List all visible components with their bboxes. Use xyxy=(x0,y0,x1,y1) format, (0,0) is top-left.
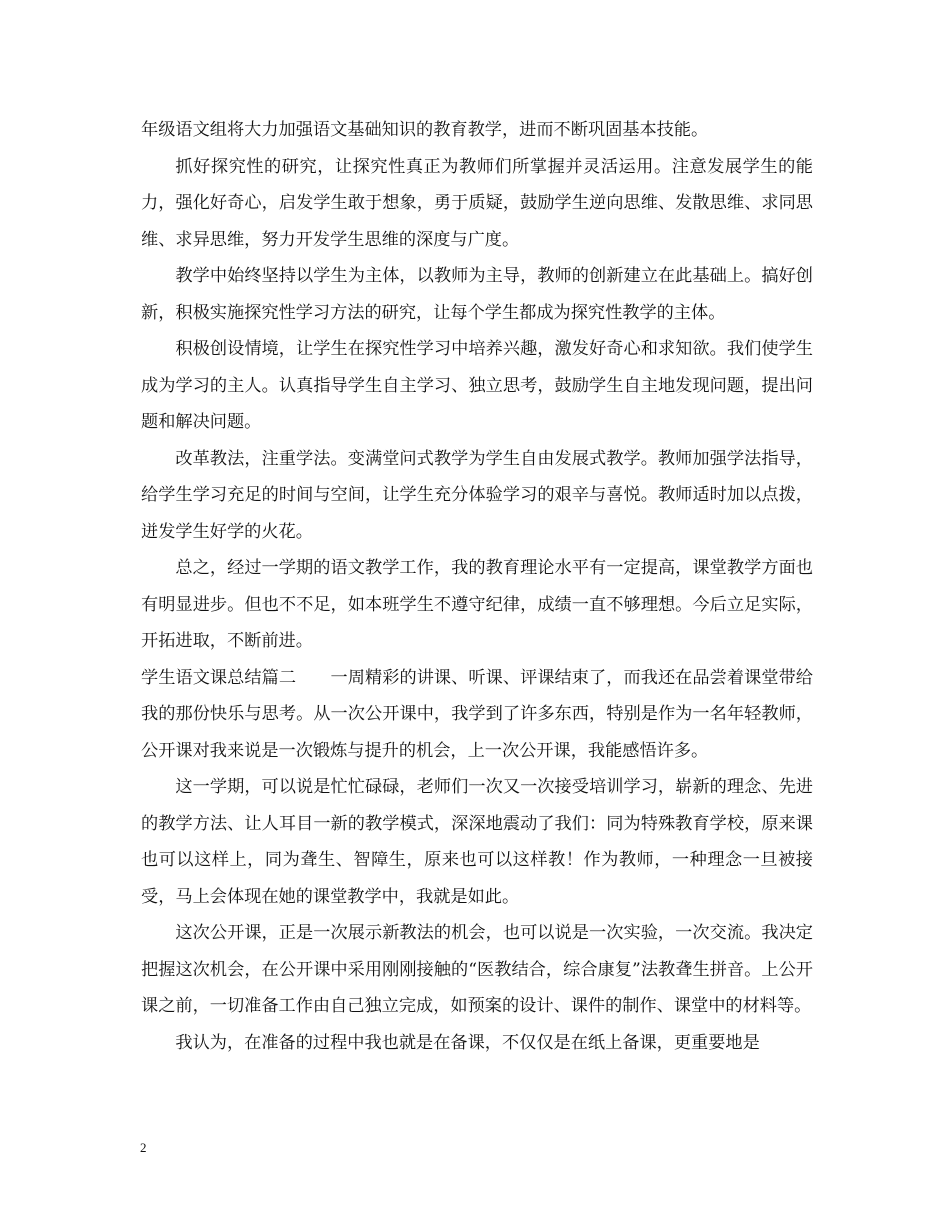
paragraph-2: 抓好探究性的研究，让探究性真正为教师们所掌握并灵活运用。注意发展学生的能力，强化好奇心，启发学生敢于想象，勇于质疑，鼓励学生逆向思维、发散思维、求同思维、求异思维，努力开发学生思维的深度与广度。 xyxy=(141,156,813,250)
paragraph-4: 积极创设情境，让学生在探究性学习中培养兴趣，激发好奇心和求知欲。我们使学生成为学习的主人。认真指导学生自主学习、独立思考，鼓励学生自主地发现问题，提出问题和解决问题。 xyxy=(141,339,813,432)
body-text xyxy=(141,112,813,1061)
paragraph-3: 教学中始终坚持以学生为主体，以教师为主导，教师的创新建立在此基础上。搞好创新，积极实施探究性学习方法的研究，让每个学生都成为探究性教学的主体。 xyxy=(141,266,813,323)
paragraph-1: 年级语文组将大力加强语文基础知识的教育教学，进而不断巩固基本技能。 xyxy=(141,120,709,140)
paragraph-9: 这次公开课，正是一次展示新教法的机会，也可以说是一次实验，一次交流。我决定把握这次机会，在公开课中采用刚刚接触的“医教结合，综合康复”法教聋生拼音。上公开课之前，一切准备工作由自己独立完成，如预案的设计、课件的制作、课堂中的材料等。 xyxy=(141,923,813,1016)
paragraph-7-section-heading: 学生语文课总结篇二 一周精彩的讲课、听课、评课结束了，而我还在品尝着课堂带给我的那份快乐与思考。从一次公开课中，我学到了许多东西，特别是作为一名年轻教师，公开课对我来说是一次锻炼与提升的机会，上一次公开课，我能感悟许多。 xyxy=(141,667,813,761)
paragraph-5: 改革教法，注重学法。变满堂问式教学为学生自由发展式教学。教师加强学法指导，给学生学习充足的时间与空间，让学生充分体验学习的艰辛与喜悦。教师适时加以点拨，迸发学生好学的火花。 xyxy=(141,448,813,542)
paragraph-8: 这一学期，可以说是忙忙碌碌，老师们一次又一次接受培训学习，崭新的理念、先进的教学方法、让人耳目一新的教学模式，深深地震动了我们：同为特殊教育学校，原来课也可以这样上，同为聋生、智障生，原来也可以这样教！作为教师，一种理念一旦被接受，马上会体现在她的课堂教学中，我就是如此。 xyxy=(141,777,813,907)
page-number: 2 xyxy=(140,1140,147,1155)
paragraph-6: 总之，经过一学期的语文教学工作，我的教育理论水平有一定提高，课堂教学方面也有明显进步。但也不不足，如本班学生不遵守纪律，成绩一直不够理想。今后立足实际，开拓进取，不断前进。 xyxy=(141,558,813,651)
paragraph-10: 我认为，在准备的过程中我也就是在备课，不仅仅是在纸上备课，更重要地是 xyxy=(175,1032,760,1053)
